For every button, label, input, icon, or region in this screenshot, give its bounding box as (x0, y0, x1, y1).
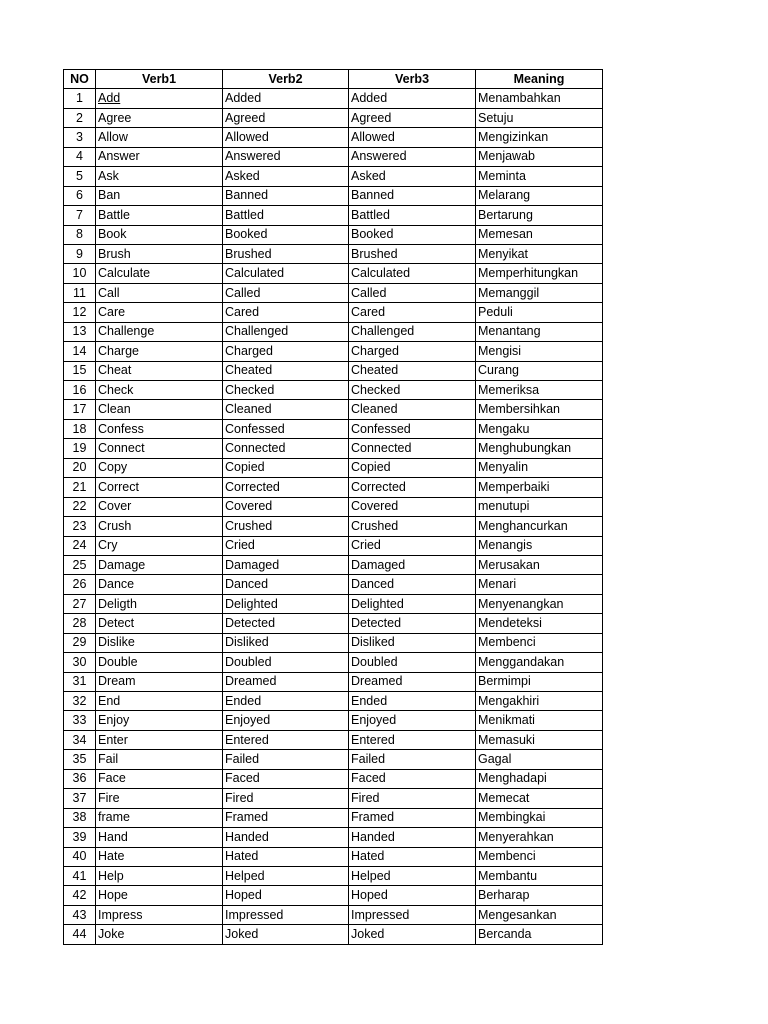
verb3-cell: Cheated (349, 361, 476, 380)
meaning-cell: Mengisi (476, 342, 603, 361)
verb1-cell: Connect (96, 439, 223, 458)
verb1-cell: Correct (96, 478, 223, 497)
row-number: 15 (64, 361, 96, 380)
meaning-cell: Menambahkan (476, 89, 603, 108)
table-row (64, 322, 603, 341)
row-number: 21 (64, 478, 96, 497)
verb1-cell: End (96, 692, 223, 711)
table-row (64, 828, 603, 847)
row-number: 26 (64, 575, 96, 594)
meaning-cell: Bercanda (476, 925, 603, 944)
table-row (64, 555, 603, 574)
verb3-cell: Doubled (349, 653, 476, 672)
row-number: 30 (64, 653, 96, 672)
header-verb1: Verb1 (96, 70, 223, 89)
verb2-cell: Disliked (223, 633, 349, 652)
row-number: 27 (64, 594, 96, 613)
verb2-cell: Entered (223, 730, 349, 749)
verb3-cell: Covered (349, 497, 476, 516)
table-row (64, 789, 603, 808)
row-number: 17 (64, 400, 96, 419)
row-number: 19 (64, 439, 96, 458)
verb2-cell: Dreamed (223, 672, 349, 691)
meaning-cell: Menari (476, 575, 603, 594)
meaning-cell: Menyenangkan (476, 594, 603, 613)
verb1-cell: Battle (96, 206, 223, 225)
verb1-cell: Ban (96, 186, 223, 205)
verb3-cell: Agreed (349, 108, 476, 127)
meaning-cell: Membenci (476, 633, 603, 652)
verb2-cell: Enjoyed (223, 711, 349, 730)
verb3-cell: Corrected (349, 478, 476, 497)
meaning-cell: Peduli (476, 303, 603, 322)
meaning-cell: Menggandakan (476, 653, 603, 672)
row-number: 9 (64, 244, 96, 263)
table-row (64, 769, 603, 788)
verb1-cell: Copy (96, 458, 223, 477)
header-no: NO (64, 70, 96, 89)
verb3-cell: Joked (349, 925, 476, 944)
verb3-cell: Enjoyed (349, 711, 476, 730)
verb2-cell: Handed (223, 828, 349, 847)
verb3-cell: Disliked (349, 633, 476, 652)
meaning-cell: Menghancurkan (476, 517, 603, 536)
verb2-cell: Cheated (223, 361, 349, 380)
row-number: 35 (64, 750, 96, 769)
table-row (64, 206, 603, 225)
verb3-cell: Impressed (349, 905, 476, 924)
meaning-cell: Mengaku (476, 419, 603, 438)
row-number: 25 (64, 555, 96, 574)
meaning-cell: Menyalin (476, 458, 603, 477)
verb1-cell: Detect (96, 614, 223, 633)
table-header (64, 70, 603, 89)
verb1-cell: Clean (96, 400, 223, 419)
row-number: 8 (64, 225, 96, 244)
table-row (64, 497, 603, 516)
verb3-cell: Delighted (349, 594, 476, 613)
meaning-cell: Setuju (476, 108, 603, 127)
verb3-cell: Framed (349, 808, 476, 827)
table-row (64, 458, 603, 477)
verb3-cell: Booked (349, 225, 476, 244)
verb1-cell: Cheat (96, 361, 223, 380)
table-row (64, 672, 603, 691)
meaning-cell: Memesan (476, 225, 603, 244)
row-number: 32 (64, 692, 96, 711)
table-row (64, 925, 603, 944)
verb3-cell: Hoped (349, 886, 476, 905)
row-number: 5 (64, 167, 96, 186)
verb1-cell: Dislike (96, 633, 223, 652)
verb2-cell: Calculated (223, 264, 349, 283)
header-verb2: Verb2 (223, 70, 349, 89)
header-meaning: Meaning (476, 70, 603, 89)
meaning-cell: Memperbaiki (476, 478, 603, 497)
verb2-cell: Ended (223, 692, 349, 711)
meaning-cell: Meminta (476, 167, 603, 186)
verb2-cell: Detected (223, 614, 349, 633)
verb3-cell: Fired (349, 789, 476, 808)
verb3-cell: Damaged (349, 555, 476, 574)
verb1-cell: Cry (96, 536, 223, 555)
table-body (64, 89, 603, 944)
verb3-cell: Cleaned (349, 400, 476, 419)
verb2-cell: Helped (223, 866, 349, 885)
verb1-cell: Impress (96, 905, 223, 924)
table-row (64, 283, 603, 302)
row-number: 1 (64, 89, 96, 108)
verb3-cell: Failed (349, 750, 476, 769)
row-number: 3 (64, 128, 96, 147)
meaning-cell: Mengakhiri (476, 692, 603, 711)
verb1-cell: Fire (96, 789, 223, 808)
meaning-cell: Mengizinkan (476, 128, 603, 147)
verb1-cell: Check (96, 381, 223, 400)
verb3-cell: Answered (349, 147, 476, 166)
meaning-cell: Menyikat (476, 244, 603, 263)
table-row (64, 303, 603, 322)
table-row (64, 653, 603, 672)
row-number: 42 (64, 886, 96, 905)
verb1-cell: Agree (96, 108, 223, 127)
table-row (64, 750, 603, 769)
table-row (64, 167, 603, 186)
verb2-cell: Asked (223, 167, 349, 186)
verb3-cell: Called (349, 283, 476, 302)
verb2-cell: Cleaned (223, 400, 349, 419)
meaning-cell: Memecat (476, 789, 603, 808)
meaning-cell: Menangis (476, 536, 603, 555)
table-row (64, 594, 603, 613)
verb2-cell: Impressed (223, 905, 349, 924)
header-row (64, 70, 603, 89)
row-number: 37 (64, 789, 96, 808)
verb2-cell: Checked (223, 381, 349, 400)
verb2-cell: Answered (223, 147, 349, 166)
row-number: 12 (64, 303, 96, 322)
table-row (64, 886, 603, 905)
table-row (64, 244, 603, 263)
meaning-cell: Menikmati (476, 711, 603, 730)
table-row (64, 108, 603, 127)
verb2-cell: Cried (223, 536, 349, 555)
verb1-cell: Deligth (96, 594, 223, 613)
row-number: 24 (64, 536, 96, 555)
verb2-cell: Joked (223, 925, 349, 944)
verb1-cell: Hand (96, 828, 223, 847)
verb1-cell: Care (96, 303, 223, 322)
verb2-cell: Delighted (223, 594, 349, 613)
row-number: 18 (64, 419, 96, 438)
verb2-cell: Fired (223, 789, 349, 808)
verb3-cell: Battled (349, 206, 476, 225)
verb2-cell: Brushed (223, 244, 349, 263)
verb3-cell: Challenged (349, 322, 476, 341)
verb3-cell: Hated (349, 847, 476, 866)
table-row (64, 866, 603, 885)
verb3-cell: Detected (349, 614, 476, 633)
row-number: 33 (64, 711, 96, 730)
meaning-cell: Bermimpi (476, 672, 603, 691)
meaning-cell: Bertarung (476, 206, 603, 225)
verb3-cell: Ended (349, 692, 476, 711)
verb2-cell: Allowed (223, 128, 349, 147)
meaning-cell: Memasuki (476, 730, 603, 749)
meaning-cell: Menyerahkan (476, 828, 603, 847)
table-row (64, 400, 603, 419)
verb2-cell: Called (223, 283, 349, 302)
verb2-cell: Corrected (223, 478, 349, 497)
row-number: 20 (64, 458, 96, 477)
row-number: 29 (64, 633, 96, 652)
meaning-cell: Menjawab (476, 147, 603, 166)
verb1-cell: Dance (96, 575, 223, 594)
verb2-cell: Hoped (223, 886, 349, 905)
verb2-cell: Agreed (223, 108, 349, 127)
table-row (64, 692, 603, 711)
verb2-cell: Faced (223, 769, 349, 788)
verb3-cell: Cried (349, 536, 476, 555)
verb1-cell: Face (96, 769, 223, 788)
verb2-cell: Cared (223, 303, 349, 322)
table-row (64, 439, 603, 458)
meaning-cell: Memanggil (476, 283, 603, 302)
row-number: 44 (64, 925, 96, 944)
verb2-cell: Hated (223, 847, 349, 866)
row-number: 39 (64, 828, 96, 847)
row-number: 22 (64, 497, 96, 516)
table-row (64, 730, 603, 749)
verb3-cell: Confessed (349, 419, 476, 438)
verb1-cell: frame (96, 808, 223, 827)
verb2-cell: Damaged (223, 555, 349, 574)
row-number: 41 (64, 866, 96, 885)
verb1-cell: Answer (96, 147, 223, 166)
table-row (64, 517, 603, 536)
table-row (64, 614, 603, 633)
table-row (64, 419, 603, 438)
verb2-cell: Battled (223, 206, 349, 225)
meaning-cell: Mengesankan (476, 905, 603, 924)
row-number: 36 (64, 769, 96, 788)
row-number: 28 (64, 614, 96, 633)
table-row (64, 633, 603, 652)
verb3-cell: Entered (349, 730, 476, 749)
verb2-cell: Covered (223, 497, 349, 516)
verb3-cell: Asked (349, 167, 476, 186)
verb1-cell: Call (96, 283, 223, 302)
row-number: 38 (64, 808, 96, 827)
table-row (64, 711, 603, 730)
verb1-cell: Damage (96, 555, 223, 574)
verb2-cell: Charged (223, 342, 349, 361)
verb2-cell: Framed (223, 808, 349, 827)
row-number: 23 (64, 517, 96, 536)
row-number: 10 (64, 264, 96, 283)
table-row (64, 225, 603, 244)
verb2-cell: Copied (223, 458, 349, 477)
meaning-cell: Melarang (476, 186, 603, 205)
meaning-cell: Membingkai (476, 808, 603, 827)
verb3-cell: Allowed (349, 128, 476, 147)
verb3-cell: Danced (349, 575, 476, 594)
meaning-cell: Membenci (476, 847, 603, 866)
table-row (64, 478, 603, 497)
table-row (64, 264, 603, 283)
verb1-cell: Add (96, 89, 223, 108)
verb2-cell: Doubled (223, 653, 349, 672)
meaning-cell: Merusakan (476, 555, 603, 574)
verb3-cell: Brushed (349, 244, 476, 263)
row-number: 40 (64, 847, 96, 866)
verb1-cell: Calculate (96, 264, 223, 283)
table-row (64, 342, 603, 361)
row-number: 31 (64, 672, 96, 691)
verb1-cell: Enjoy (96, 711, 223, 730)
verb1-cell: Ask (96, 167, 223, 186)
table-row (64, 147, 603, 166)
verb1-cell: Charge (96, 342, 223, 361)
table-row (64, 89, 603, 108)
table-row (64, 128, 603, 147)
meaning-cell: Memperhitungkan (476, 264, 603, 283)
verb3-cell: Banned (349, 186, 476, 205)
row-number: 7 (64, 206, 96, 225)
verb1-cell: Hate (96, 847, 223, 866)
verb3-cell: Added (349, 89, 476, 108)
verb1-cell: Crush (96, 517, 223, 536)
table-row (64, 575, 603, 594)
table-row (64, 847, 603, 866)
verb1-cell: Fail (96, 750, 223, 769)
verb1-cell: Book (96, 225, 223, 244)
verb3-cell: Faced (349, 769, 476, 788)
verb3-cell: Calculated (349, 264, 476, 283)
verb1-cell: Challenge (96, 322, 223, 341)
verb3-cell: Charged (349, 342, 476, 361)
table-row (64, 808, 603, 827)
verb3-cell: Cared (349, 303, 476, 322)
row-number: 6 (64, 186, 96, 205)
row-number: 34 (64, 730, 96, 749)
meaning-cell: Gagal (476, 750, 603, 769)
verb1-cell: Confess (96, 419, 223, 438)
verb1-cell: Dream (96, 672, 223, 691)
verb2-cell: Confessed (223, 419, 349, 438)
verb3-cell: Connected (349, 439, 476, 458)
meaning-cell: Menghubungkan (476, 439, 603, 458)
meaning-cell: Memeriksa (476, 381, 603, 400)
verb2-cell: Challenged (223, 322, 349, 341)
meaning-cell: Mendeteksi (476, 614, 603, 633)
verb1-cell: Cover (96, 497, 223, 516)
row-number: 11 (64, 283, 96, 302)
meaning-cell: Menghadapi (476, 769, 603, 788)
meaning-cell: Berharap (476, 886, 603, 905)
meaning-cell: menutupi (476, 497, 603, 516)
table-row (64, 536, 603, 555)
row-number: 16 (64, 381, 96, 400)
verb2-cell: Banned (223, 186, 349, 205)
row-number: 4 (64, 147, 96, 166)
verb3-cell: Copied (349, 458, 476, 477)
verb2-cell: Connected (223, 439, 349, 458)
verb2-cell: Added (223, 89, 349, 108)
verb1-cell: Joke (96, 925, 223, 944)
verb1-cell: Brush (96, 244, 223, 263)
verb3-cell: Crushed (349, 517, 476, 536)
verb2-cell: Danced (223, 575, 349, 594)
verb1-cell: Allow (96, 128, 223, 147)
verb2-cell: Crushed (223, 517, 349, 536)
row-number: 2 (64, 108, 96, 127)
header-verb3: Verb3 (349, 70, 476, 89)
table-row (64, 381, 603, 400)
table-row (64, 905, 603, 924)
meaning-cell: Menantang (476, 322, 603, 341)
verb1-cell: Hope (96, 886, 223, 905)
meaning-cell: Membersihkan (476, 400, 603, 419)
verb3-cell: Checked (349, 381, 476, 400)
verb3-cell: Dreamed (349, 672, 476, 691)
verb1-cell: Enter (96, 730, 223, 749)
verb2-cell: Booked (223, 225, 349, 244)
verb3-cell: Handed (349, 828, 476, 847)
verb2-cell: Failed (223, 750, 349, 769)
verb1-cell: Double (96, 653, 223, 672)
row-number: 43 (64, 905, 96, 924)
verb-table (63, 69, 603, 945)
meaning-cell: Curang (476, 361, 603, 380)
table-row (64, 361, 603, 380)
row-number: 14 (64, 342, 96, 361)
meaning-cell: Membantu (476, 866, 603, 885)
table-row (64, 186, 603, 205)
verb1-cell: Help (96, 866, 223, 885)
verb3-cell: Helped (349, 866, 476, 885)
row-number: 13 (64, 322, 96, 341)
